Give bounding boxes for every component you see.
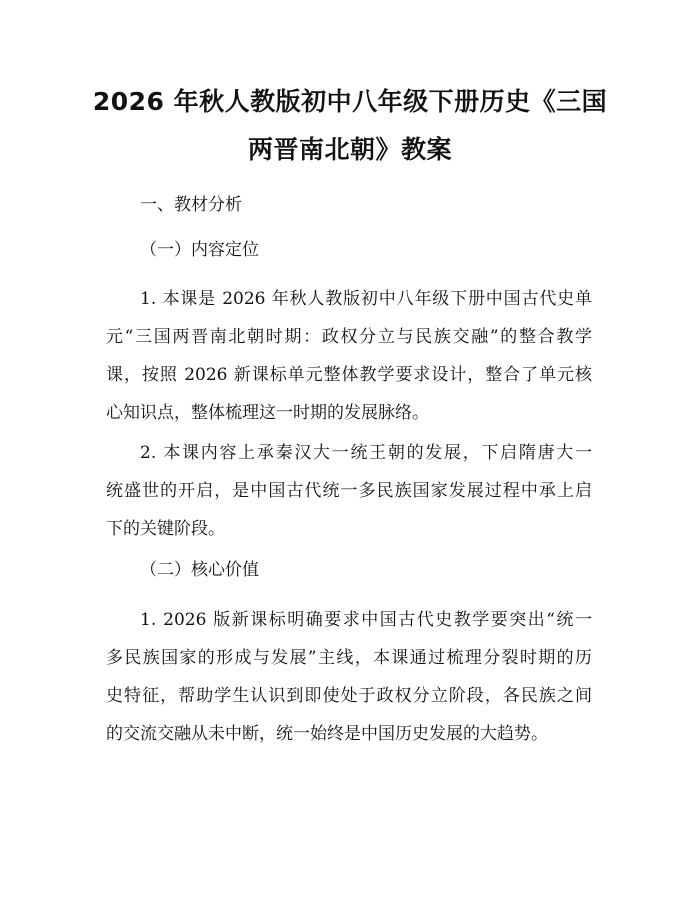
paragraph-line: 史特征，帮助学生认识到即使处于政权分立阶段，各民族之间 [106,686,592,706]
paragraph-line: 的交流交融从未中断，统一始终是中国历史发展的大趋势。 [106,724,548,744]
paragraph-line: 1. 本课是 2026 年秋人教版初中八年级下册中国古代史单 [140,289,592,309]
subsection-heading-core-value: （二）核心价值 [140,560,259,580]
paragraph-3 [106,601,592,753]
paragraph-line: 统盛世的开启，是中国古代统一多民族国家发展过程中承上启 [106,481,592,501]
paragraph-line: 课，按照 2026 新课标单元整体教学要求设计，整合了单元核 [106,365,592,385]
paragraph-line: 多民族国家的形成与发展”主线，本课通过梳理分裂时期的历 [106,648,592,668]
document-title-line-1: 2026 年秋人教版初中八年级下册历史《三国 [92,87,608,116]
paragraph-line: 下的关键阶段。 [106,519,225,539]
subsection-heading-content-positioning: （一）内容定位 [140,240,259,260]
paragraph-1 [106,280,592,432]
paragraph-2 [106,434,592,548]
section-heading-textbook-analysis: 一、教材分析 [140,195,242,215]
paragraph-line: 1. 2026 版新课标明确要求中国古代史教学要突出“统一 [140,610,592,630]
paragraph-line: 2. 本课内容上承秦汉大一统王朝的发展，下启隋唐大一 [140,443,592,463]
paragraph-line: 元“三国两晋南北朝时期：政权分立与民族交融”的整合教学 [106,327,592,347]
document-title-line-2: 两晋南北朝》教案 [247,135,452,164]
paragraph-line: 心知识点，整体梳理这一时期的发展脉络。 [106,403,429,423]
